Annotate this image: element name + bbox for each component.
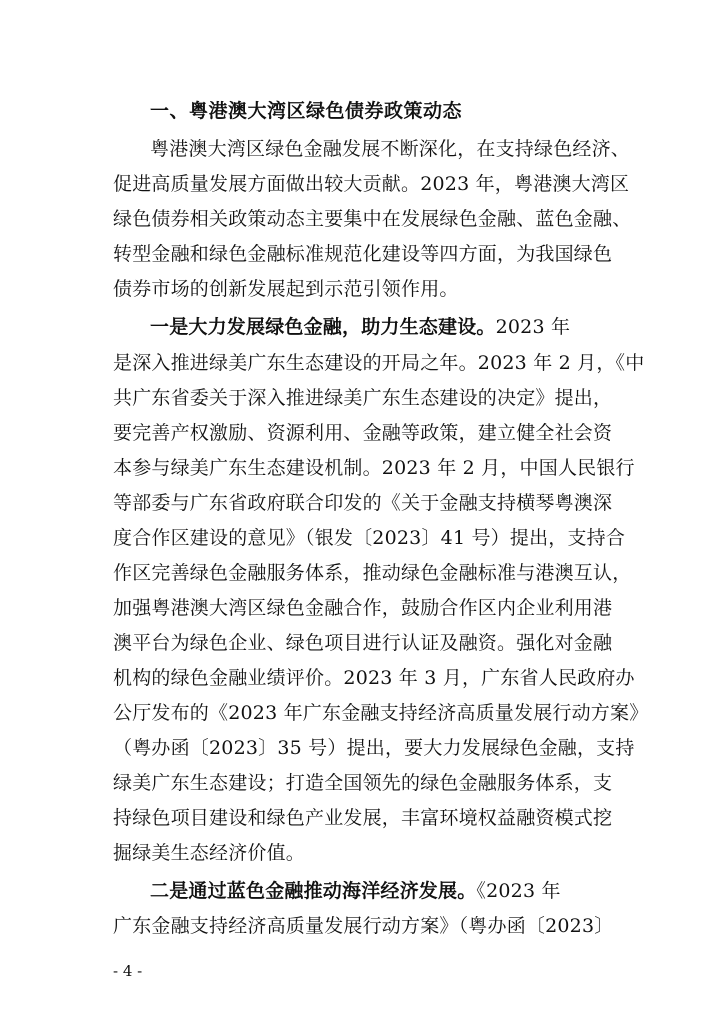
paragraph-line: 是深入推进绿美广东生态建设的开局之年。2023 年 2 月，《中 <box>113 352 645 374</box>
paragraph-line: 公厅发布的《2023 年广东金融支持经济高质量发展行动方案》 <box>113 702 649 724</box>
paragraph-line: 持绿色项目建设和绿色产业发展，丰富环境权益融资模式挖 <box>113 807 613 829</box>
paragraph-line: 度合作区建设的意见》（银发〔2023〕41 号）提出，支持合 <box>113 527 626 549</box>
paragraph-line: 绿色债券相关政策动态主要集中在发展绿色金融、蓝色金融、 <box>113 208 632 230</box>
paragraph-line: 促进高质量发展方面做出较大贡献。2023 年，粤港澳大湾区 <box>113 173 630 195</box>
paragraph-line: 加强粤港澳大湾区绿色金融合作，鼓励合作区内企业利用港 <box>113 597 613 619</box>
paragraph-line: 要完善产权激励、资源利用、金融等政策，建立健全社会资 <box>113 422 613 444</box>
lead-rest: 2023 年 <box>495 316 571 338</box>
bold-lead: 一是大力发展绿色金融，助力生态建设。 <box>150 316 496 338</box>
page-number: - 4 - <box>113 962 143 980</box>
lead-rest: 《2023 年 <box>476 880 561 902</box>
paragraph-line: 作区完善绿色金融服务体系，推动绿色金融标准与港澳互认， <box>113 562 632 584</box>
paragraph-line: 转型金融和绿色金融标准规范化建设等四方面，为我国绿色 <box>113 243 613 265</box>
paragraph-line: 绿美广东生态建设；打造全国领先的绿色金融服务体系，支 <box>113 772 613 794</box>
bold-lead: 二是通过蓝色金融推动海洋经济发展。 <box>150 880 477 902</box>
paragraph-line: 本参与绿美广东生态建设机制。2023 年 2 月，中国人民银行 <box>113 457 635 479</box>
paragraph-line: 机构的绿色金融业绩评价。2023 年 3 月，广东省人民政府办 <box>113 667 635 689</box>
paragraph-line: 澳平台为绿色企业、绿色项目进行认证及融资。强化对金融 <box>113 632 613 654</box>
paragraph-line: 粤港澳大湾区绿色金融发展不断深化，在支持绿色经济、 <box>150 138 631 160</box>
paragraph-line: 广东金融支持经济高质量发展行动方案》（粤办函〔2023〕 <box>113 915 614 937</box>
paragraph-line: 共广东省委关于深入推进绿美广东生态建设的决定》提出， <box>113 387 613 409</box>
paragraph-line <box>150 315 613 339</box>
paragraph-line <box>150 879 613 903</box>
paragraph-line: 等部委与广东省政府联合印发的《关于金融支持横琴粤澳深 <box>113 492 613 514</box>
paragraph-line: 掘绿美生态经济价值。 <box>113 842 306 864</box>
paragraph-line: （粤办函〔2023〕35 号）提出，要大力发展绿色金融，支持 <box>113 737 635 759</box>
section-heading: 一、粤港澳大湾区绿色债券政策动态 <box>150 100 463 122</box>
paragraph-line: 债券市场的创新发展起到示范引领作用。 <box>113 278 459 300</box>
